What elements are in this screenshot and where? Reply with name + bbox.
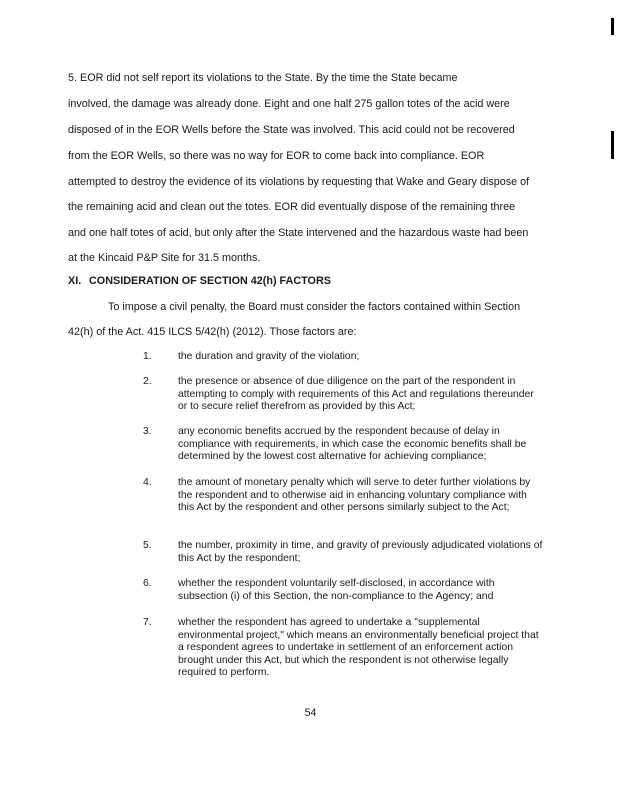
paragraph-line: from the EOR Wells, so there was no way for EOR to come back into compliance. EOR [68,150,485,162]
factor-number: 1. [143,351,152,362]
page-number: 54 [304,707,317,719]
paragraph-line: To impose a civil penalty, the Board must consider the factors contained within Section [108,301,521,313]
factor-number: 5. [143,540,152,551]
section-title: CONSIDERATION OF SECTION 42(h) FACTORS [89,275,331,287]
factor-number: 7. [143,617,152,628]
factor-number: 4. [143,477,152,488]
scan-edge-mark [611,18,614,35]
factor-text: the duration and gravity of the violation; [178,351,360,362]
factor-text: whether the respondent has agreed to undertake a "supplemental environmental project," which means an environmentally beneficial project that a respondent agrees to undertake in settlement of an enforcement action brought under this Act, but which the respondent is not otherwise legally required to perform. [178,617,539,678]
paragraph-line: 42(h) of the Act. 415 ILCS 5/42(h) (2012). Those factors are: [68,326,357,338]
section-heading [68,275,331,287]
factor-number: 2. [143,376,152,387]
paragraph-line: attempted to destroy the evidence of its violations by requesting that Wake and Geary dispose of [68,176,530,188]
factor-text: any economic benefits accrued by the respondent because of delay in compliance with requirements, in which case the economic benefits shall be determined by the lowest cost alternative for achieving compliance; [178,426,527,462]
factor-text: the number, proximity in time, and gravity of previously adjudicated violations of this Act by the respondent; [178,540,543,564]
paragraph-line: disposed of in the EOR Wells before the State was involved. This acid could not be recovered [68,124,515,136]
scan-edge-mark [611,131,614,159]
factor-number: 6. [143,578,152,589]
paragraph-line: the remaining acid and clean out the totes. EOR did eventually dispose of the remaining three [68,201,516,213]
factor-text: the presence or absence of due diligence on the part of the respondent in attempting to comply with requirements of this Act and regulations thereunder or to secure relief therefrom as provided by this Act; [178,376,534,412]
paragraph-line: involved, the damage was already done. Eight and one half 275 gallon totes of the acid were [68,98,510,110]
factor-text: the amount of monetary penalty which will serve to deter further violations by the respondent and to otherwise aid in enhancing voluntary compliance with this Act by the respondent and other persons similarly subject to the Act; [178,477,531,513]
factor-text: whether the respondent voluntarily self-disclosed, in accordance with subsection (i) of this Section, the non-compliance to the Agency; and [178,578,495,602]
paragraph-line: at the Kincaid P&P Site for 31.5 months. [68,252,261,264]
section-number: XI. [68,275,82,287]
factor-number: 3. [143,426,152,437]
paragraph-line: and one half totes of acid, but only after the State intervened and the hazardous waste had been [68,227,529,239]
paragraph-line: 5. EOR did not self report its violations to the State. By the time the State became [68,72,458,84]
